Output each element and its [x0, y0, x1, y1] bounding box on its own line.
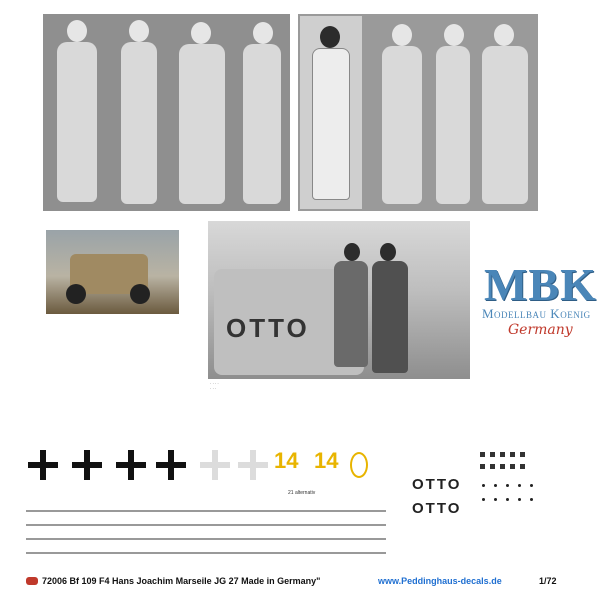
car-wheel-front	[66, 284, 86, 304]
stencil-dot	[530, 498, 533, 501]
instrument-decal	[480, 452, 485, 457]
car-bw-otto-lettering: OTTO	[226, 313, 310, 343]
product-title: 72006 Bf 109 F4 Hans Joachim Marseile JG 27 Made in Germany"	[42, 576, 321, 586]
balkenkreuz-decal-1	[28, 450, 58, 480]
instrument-decal	[510, 452, 515, 457]
instrument-decal	[490, 464, 495, 469]
bw-figure-1-body	[334, 261, 368, 367]
instrument-decal	[520, 464, 525, 469]
otto-decal-1: OTTO	[412, 476, 462, 493]
stencil-dot	[518, 484, 521, 487]
marking-row-1	[26, 510, 386, 512]
car-logo-icon	[26, 577, 38, 585]
figure-1-body	[57, 42, 97, 202]
instrument-decal	[500, 464, 505, 469]
figure-3-body	[179, 44, 225, 204]
brand-country: Germany	[508, 322, 573, 338]
figure-5-head	[392, 24, 412, 46]
balkenkreuz-decal-4	[156, 450, 186, 480]
instrument-decal	[520, 452, 525, 457]
scale-label: 1/72	[539, 576, 557, 586]
figure-1-head	[67, 20, 87, 42]
stencil-dot	[494, 484, 497, 487]
stencil-dot	[506, 484, 509, 487]
figure-5-body	[382, 46, 422, 204]
historical-figure-body	[312, 48, 350, 200]
figure-4-body	[243, 44, 281, 204]
stencil-dot	[494, 498, 497, 501]
instrument-decal	[490, 452, 495, 457]
figure-6-body	[436, 46, 470, 204]
alternativ-label: 21 alternativ	[288, 490, 316, 496]
stencil-dot	[482, 498, 485, 501]
instrument-decal	[500, 452, 505, 457]
bw-figure-2-head	[380, 243, 396, 261]
balkenkreuz-decal-light-1	[200, 450, 230, 480]
historical-photo	[300, 16, 362, 209]
yellow-14-decal-1: 14	[274, 448, 299, 473]
website-link[interactable]: www.Peddinghaus-decals.de	[378, 576, 502, 586]
otto-decal-2: OTTO	[412, 500, 462, 517]
instrument-decal	[480, 464, 485, 469]
balkenkreuz-decal-light-2	[238, 450, 268, 480]
balkenkreuz-decal-2	[72, 450, 102, 480]
decal-sheet	[20, 440, 565, 570]
balkenkreuz-decal-3	[116, 450, 146, 480]
figure-render-panel-left	[43, 14, 290, 211]
figure-3-head	[191, 22, 211, 44]
bw-figure-2-body	[372, 261, 408, 373]
stencil-dot	[530, 484, 533, 487]
bw-figure-1-head	[344, 243, 360, 261]
historical-bw-photo	[208, 221, 470, 379]
brand-subtitle: Modellbau Koenig	[482, 306, 591, 321]
figure-4-head	[253, 22, 273, 44]
marking-row-2	[26, 524, 386, 526]
photo-caption: · · · · · · ·	[210, 381, 219, 391]
brand-logo: MBK	[484, 259, 597, 310]
historical-figure-head	[320, 26, 340, 48]
stencil-dot	[518, 498, 521, 501]
marking-row-3	[26, 538, 386, 540]
marking-row-4	[26, 552, 386, 554]
stencil-dot	[482, 484, 485, 487]
figure-7-head	[494, 24, 514, 46]
instrument-decal	[510, 464, 515, 469]
car-color-photo	[46, 230, 179, 314]
car-wheel-rear	[130, 284, 150, 304]
figure-2-body	[121, 42, 157, 204]
figure-7-body	[482, 46, 528, 204]
wreath-emblem-decal	[350, 452, 368, 478]
figure-2-head	[129, 20, 149, 42]
figure-6-head	[444, 24, 464, 46]
stencil-dot	[506, 498, 509, 501]
yellow-14-decal-2: 14	[314, 448, 339, 473]
figure-panel-right	[298, 14, 538, 211]
